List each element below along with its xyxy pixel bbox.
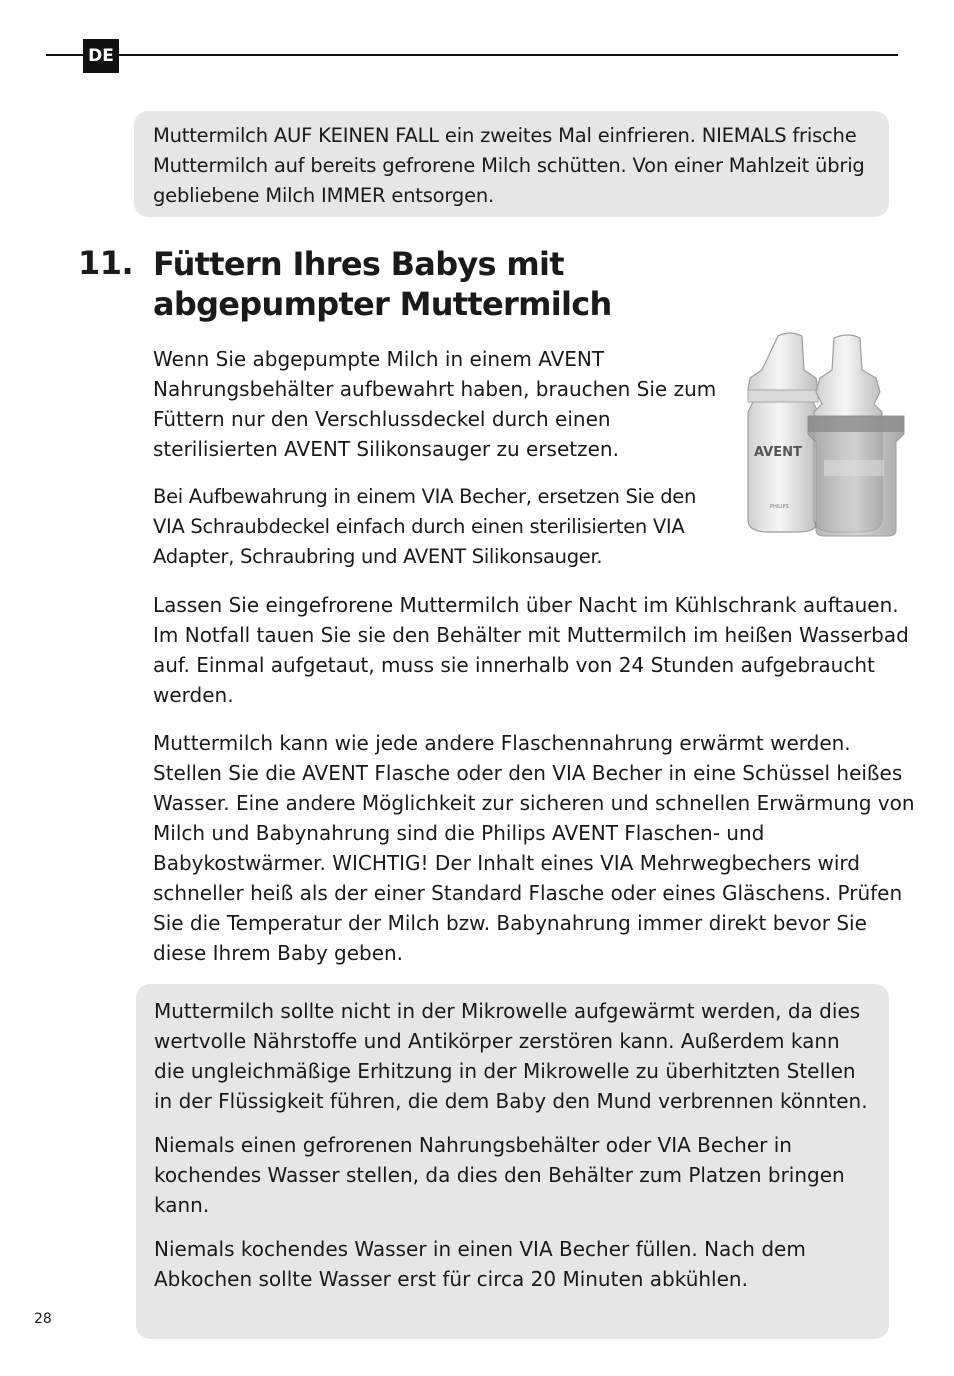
page-number: 28 (34, 1311, 52, 1327)
notice-box-top (134, 111, 889, 217)
bottles-product-image (738, 330, 908, 540)
paragraph-4: Muttermilch kann wie jede andere Flaschennahrung erwärmt werden. Stellen Sie die AVENT Flasche oder den VIA Becher in eine Schüssel heißes Wasser. Eine andere Möglichkeit zur sicheren und schnellen Erwärmung von Milch und Babynahrung sind die Philips AVENT Flaschen- und Babykostwärmer. WICHTIG! Der Inhalt eines VIA Mehrwegbechers wird schneller heiß als der einer Standard Flasche oder eines Gläschens. Prüfen Sie die Temperatur der Milch bzw. Babynahrung immer direkt bevor Sie diese Ihrem Baby geben. (153, 731, 915, 965)
header-rule (46, 54, 898, 56)
notice-bottom-paragraph-3: Niemals kochendes Wasser in einen VIA Becher füllen. Nach dem Abkochen sollte Wasser erst für circa 20 Minuten abkühlen. (154, 1237, 806, 1291)
notice-box-bottom (136, 984, 889, 1339)
notice-bottom-paragraph-2: Niemals einen gefrorenen Nahrungsbehälter oder VIA Becher in kochendes Wasser stellen, da dies den Behälter zum Platzen bringen kann. (154, 1133, 845, 1217)
paragraph-3: Lassen Sie eingefrorene Muttermilch über Nacht im Kühlschrank auftauen. Im Notfall tauen Sie sie den Behälter mit Muttermilch im heißen Wasserbad auf. Einmal aufgetaut, muss sie innerhalb von 24 Stunden aufgebraucht werden. (153, 593, 909, 707)
bottle-sub-brand-label: PHILIPS (770, 504, 789, 510)
paragraph-1: Wenn Sie abgepumpte Milch in einem AVENT Nahrungsbehälter aufbewahrt haben, brauchen Sie zum Füttern nur den Verschlussdeckel durch einen sterilisierten AVENT Silikonsauger zu ersetzen. (153, 347, 717, 461)
section-title: Füttern Ihres Babys mit abgepumpter Muttermilch (153, 245, 612, 323)
language-badge: DE (83, 39, 119, 73)
notice-top-text: Muttermilch AUF KEINEN FALL ein zweites Mal einfrieren. NIEMALS frische Muttermilch auf bereits gefrorene Milch schütten. Von einer Mahlzeit übrig gebliebene Milch IMMER entsorgen. (153, 124, 865, 207)
section-number: 11. (78, 244, 134, 282)
bottle-brand-label: AVENT (754, 445, 802, 460)
notice-bottom-paragraph-1: Muttermilch sollte nicht in der Mikrowelle aufgewärmt werden, da dies wertvolle Nährstoffe und Antikörper zerstören kann. Außerdem kann die ungleichmäßige Erhitzung in der Mikrowelle zu überhitzten Stellen in der Flüssigkeit führen, die dem Baby den Mund verbrennen könnten. (154, 999, 868, 1113)
paragraph-2: Bei Aufbewahrung in einem VIA Becher, ersetzen Sie den VIA Schraubdeckel einfach durch einen sterilisierten VIA Adapter, Schraubring und AVENT Silikonsauger. (153, 485, 697, 568)
